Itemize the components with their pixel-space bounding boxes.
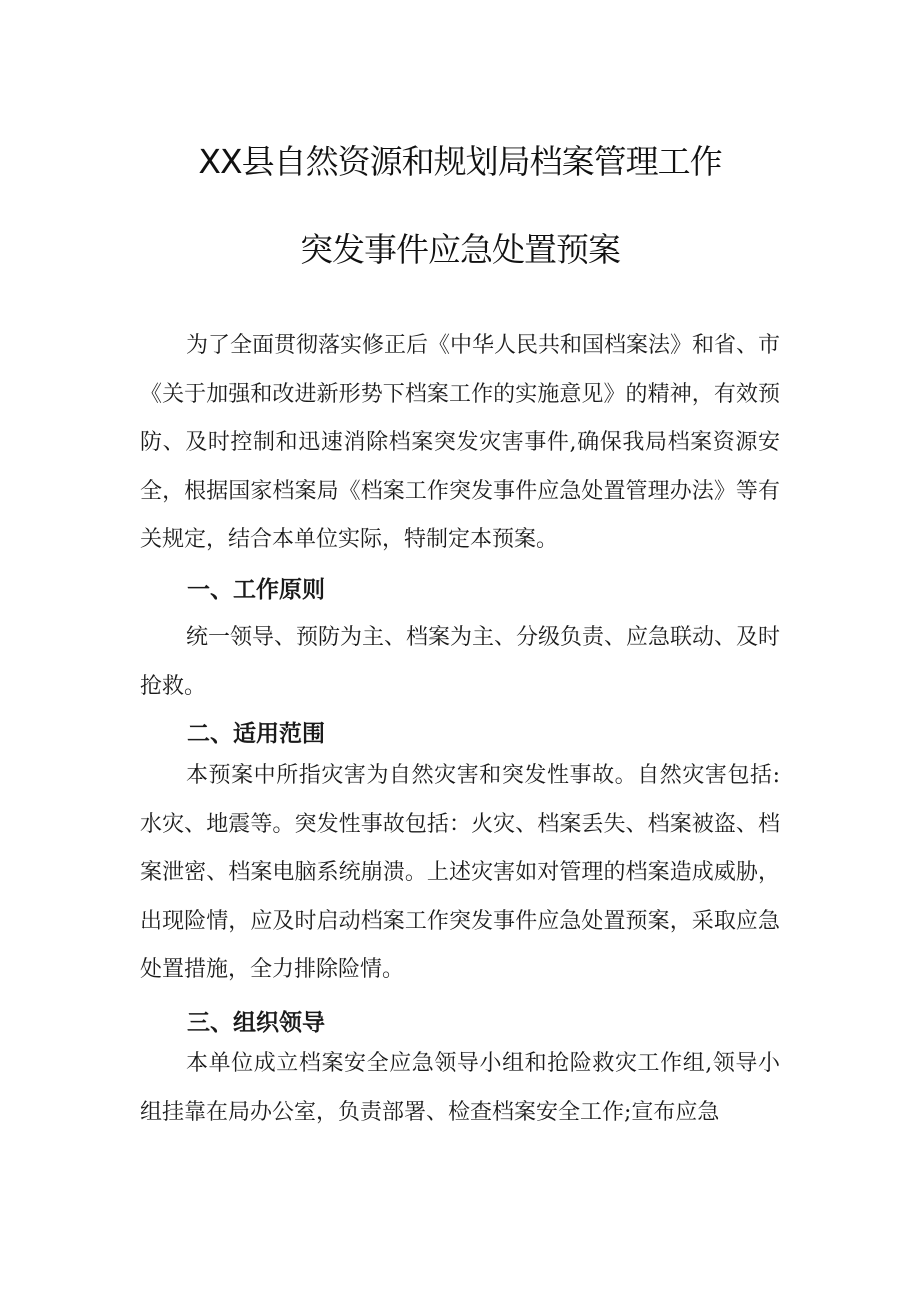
document-title-line-1: XX县自然资源和规划局档案管理工作 (198, 142, 722, 181)
document-title-line-2: 突发事件应急处置预案 (300, 230, 620, 269)
section-body-principles: 统一领导、预防为主、档案为主、分级负责、应急联动、及时抢救。 (140, 625, 781, 699)
intro-paragraph: 为了全面贯彻落实修正后《中华人民共和国档案法》和省、市《关于加强和改进新形势下档案工作的实施意见》的精神，有效预防、及时控制和迅速消除档案突发灾害事件,确保我局档案资源安全，根据国家档案局《档案工作突发事件应急处置管理办法》等有关规定，结合本单位实际，特制定本预案。 (140, 333, 781, 552)
section-heading-scope: 二、适用范围 (187, 721, 325, 747)
section-body-scope: 本预案中所指灾害为自然灾害和突发性事故。自然灾害包括:水灾、地震等。突发性事故包括：火灾、档案丢失、档案被盗、档案泄密、档案电脑系统崩溃。上述灾害如对管理的档案造成威胁，出现险情，应及时启动档案工作突发事件应急处置预案，采取应急处置措施，全力排除险情。 (140, 763, 780, 982)
section-heading-principles: 一、工作原则 (187, 577, 325, 603)
section-heading-organization: 三、组织领导 (187, 1010, 325, 1036)
section-body-organization: 本单位成立档案安全应急领导小组和抢险救灾工作组,领导小组挂靠在局办公室，负责部署、检查档案安全工作;宣布应急 (140, 1051, 780, 1125)
